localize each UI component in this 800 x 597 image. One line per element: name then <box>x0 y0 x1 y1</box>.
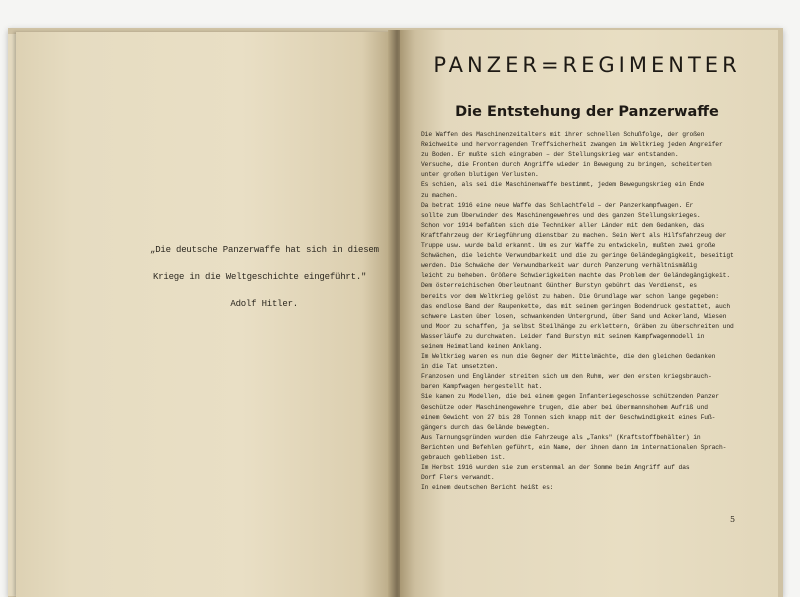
text-line: werden. Die Schwäche der Verwundbarkeit war durch Panzerung verhältnismäßig <box>421 262 697 270</box>
text-line: bereits vor dem Weltkrieg gelöst zu haben. Die Grundlage war schon lange gegeben: <box>421 292 719 300</box>
text-line: unter großen blutigen Verlusten. <box>421 171 539 179</box>
text-line: gängers durch das Gelände bewegten. <box>421 423 550 431</box>
text-line: zu Boden. Er mußte sich eingraben – der Stellungskrieg war entstanden. <box>421 151 679 159</box>
text-line: seinem Heimatland keinen Anklang. <box>421 342 543 350</box>
quote-line: Kriege in die Weltgeschichte eingeführt." <box>153 272 367 282</box>
text-line: Reichweite und hervorragenden Treffsicherheit zwangen im Weltkrieg jeden Angreifer <box>421 141 723 149</box>
text-line: Aus Tarnungsgründen wurden die Fahrzeuge als „Tanks" (Kraftstoffbehälter) in <box>421 433 701 441</box>
text-line: Im Weltkrieg waren es nun die Gegner der Mittelmächte, die den gleichen Gedanken <box>421 353 716 361</box>
text-line: Berichten und Befehlen geführt, ein Name, der ihnen dann im internationalen Sprach- <box>421 443 727 451</box>
text-line: Sie kamen zu Modellen, die bei einem gegen Infanteriegeschosse schützenden Panzer <box>421 393 719 401</box>
quote-line: „Die deutsche Panzerwaffe hat sich in diesem <box>150 245 379 255</box>
text-line: sollte zum Überwinder des Maschinengewehres und des ganzen Stellungskrieges. <box>421 211 701 219</box>
text-line: Truppe usw. wurde bald erkannt. Um es zur Waffe zu entwickeln, mußten zwei große <box>421 242 716 250</box>
text-line: Geschütze oder Maschinengewehre trugen, die aber bei übermannshohem Aufriß und <box>421 403 708 411</box>
text-line: Schon vor 1914 befaßten sich die Techniker aller Länder mit dem Gedanken, das <box>421 221 705 229</box>
text-line: Versuche, die Fronten durch Angriffe wieder in Bewegung zu bringen, scheiterten <box>421 161 712 169</box>
text-line: Wasserläufe zu durchwaten. Leider fand Burstyn mit seinem Kampfwagenmodell in <box>421 332 705 340</box>
text-line: Dorf Flers verwandt. <box>421 474 495 482</box>
text-line: in die Tat umsetzten. <box>421 363 499 371</box>
text-line: und Moor zu schaffen, ja selbst Steilhänge zu erklettern, Gräben zu überschreiten und <box>421 322 734 330</box>
text-line: gebrauch geblieben ist. <box>421 454 506 461</box>
left-page <box>16 32 392 597</box>
text-line: Schwächen, die leichte Verwundbarkeit und die zu geringe Geländegängigkeit, beseitigt <box>421 252 734 260</box>
page-number: 5 <box>730 515 736 524</box>
text-line: Die Waffen des Maschinenzeitalters mit ihrer schnellen Schußfolge, der großen <box>421 131 705 138</box>
text-line: zu machen. <box>421 191 458 199</box>
text-line: das endlose Band der Raupenkette, das mit seinem geringen Bodendruck gestattet, auch <box>421 302 731 310</box>
text-line: schwere Lasten über losen, schwankenden Untergrund, über Sand und Ackerland, Wiesen <box>421 312 727 320</box>
text-line: Im Herbst 1916 wurden sie zum erstenmal an der Somme beim Angriff auf das <box>421 464 690 472</box>
section-heading: Die Entstehung der Panzerwaffe <box>455 104 719 120</box>
text-line: Es schien, als sei die Maschinenwaffe bestimmt, jedem Bewegungskrieg ein Ende <box>421 181 705 189</box>
text-line: Da betrat 1916 eine neue Waffe das Schlachtfeld – der Panzerkampfwagen. Er <box>421 201 694 209</box>
text-line: baren Kampfwagen hergestellt hat. <box>421 383 543 391</box>
body-text <box>421 130 750 493</box>
page-title: PANZER=REGIMENTER <box>433 53 741 77</box>
hitler-quote <box>150 245 379 309</box>
quote-author: Adolf Hitler. <box>230 299 298 309</box>
text-line: einem Gewicht von 27 bis 28 Tonnen sich knapp mit der Geschwindigkeit eines Fuß- <box>421 413 716 421</box>
text-line: Kraftfahrzeug der Kriegführung dienstbar zu machen. Sein Wert als Hilfsfahrzeug der <box>421 231 727 239</box>
text-line: Dem österreichischen Oberleutnant Günther Burstyn gebührt das Verdienst, es <box>421 282 697 290</box>
text-line: Franzosen und Engländer streiten sich um den Ruhm, wer den ersten kriegsbrauch- <box>421 373 712 381</box>
text-line: In einem deutschen Bericht heißt es: <box>421 484 554 492</box>
text-line: leicht zu beheben. Größere Schwierigkeiten machte das Problem der Geländegängigkeit. <box>421 272 731 280</box>
